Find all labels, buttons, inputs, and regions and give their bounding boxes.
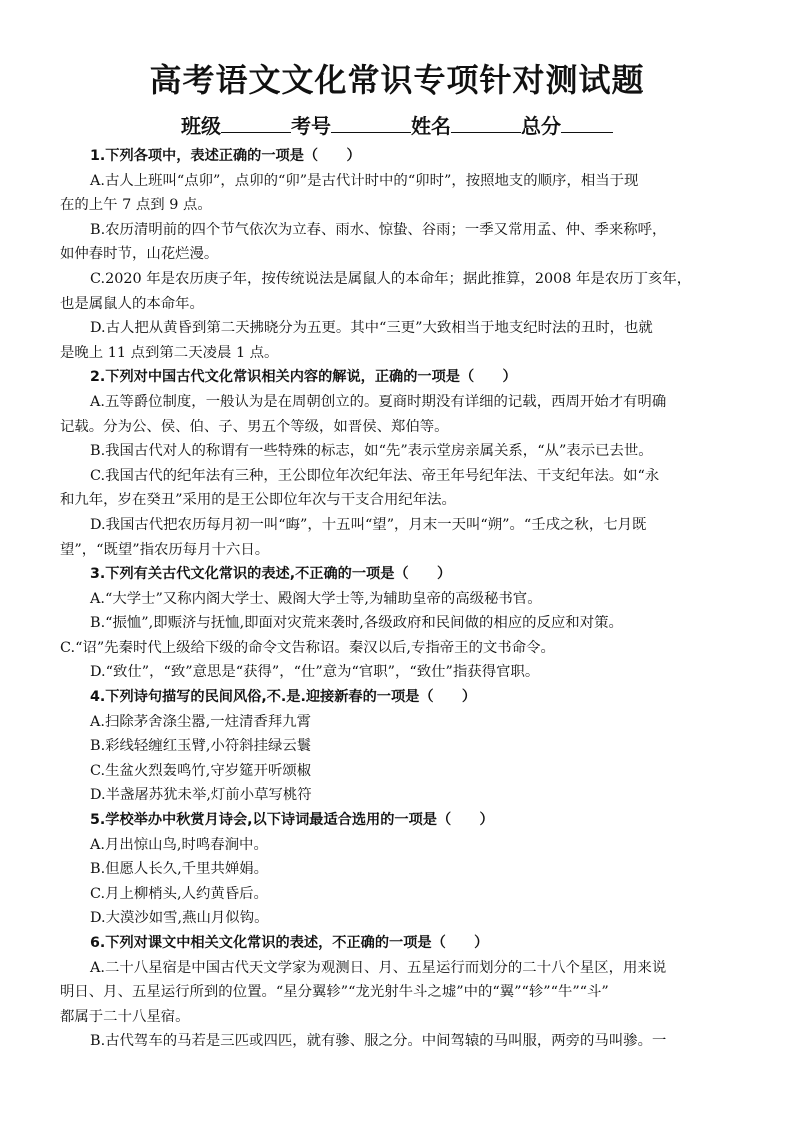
class-label: 班级 <box>181 114 221 138</box>
option-line: D.大漠沙如雪,燕山月似钩。 <box>90 910 269 927</box>
question-stem: 1.下列各项中，表述正确的一项是（ ） <box>90 148 361 164</box>
option-line: A.月出惊山鸟,时鸣春涧中。 <box>90 836 268 853</box>
option-line: C.我国古代的纪年法有三种，王公即位年次纪年法、帝王年号纪年法、干支纪年法。如“永 <box>90 467 660 484</box>
option-line: C.2020 年是农历庚子年，按传统说法是属鼠人的本命年；据此推算，2008 年是农历丁亥年， <box>90 270 692 287</box>
name-blank[interactable] <box>451 110 521 133</box>
option-line: B.我国古代对人的称谓有一些特殊的标志，如“先”表示堂房亲属关系，“从”表示已去世。 <box>90 443 653 460</box>
question-body <box>60 144 736 1054</box>
option-line: 在的上午 7 点到 9 点。 <box>60 197 212 214</box>
total-label: 总分 <box>521 114 561 138</box>
option-line: C.“诏”先秦时代上级给下级的命令文告称诏。秦汉以后,专指帝王的文书命令。 <box>60 639 555 656</box>
option-line: 也是属鼠人的本命年。 <box>60 295 204 312</box>
option-line: C.月上柳梢头,人约黄昏后。 <box>90 885 268 902</box>
option-line: 和九年，岁在癸丑”采用的是王公即位年次与干支合用纪年法。 <box>60 492 456 509</box>
question-stem: 5.学校举办中秋赏月诗会,以下诗词最适合选用的一项是（ ） <box>90 812 494 829</box>
option-line: 记载。分为公、侯、伯、子、男五个等级，如晋侯、郑伯等。 <box>60 418 449 435</box>
question-stem: 4.下列诗句描写的民间风俗,不.是.迎接新春的一项是（ ） <box>90 689 477 706</box>
exam-no-label: 考号 <box>291 114 331 138</box>
option-line: B.农历清明前的四个节气依次为立春、雨水、惊蛰、谷雨；一季又常用孟、仲、季来称呼， <box>90 221 667 238</box>
option-line: 是晚上 11 点到第二天凌晨 1 点。 <box>60 344 279 361</box>
question-stem: 6.下列对课文中相关文化常识的表述，不正确的一项是（ ） <box>90 935 489 951</box>
question-stem: 2.下列对中国古代文化常识相关内容的解说，正确的一项是（ ） <box>90 369 517 386</box>
exam-no-blank[interactable] <box>331 110 411 133</box>
option-line: 明日、月、五星运行所到的位置。“星分翼轸”“龙光射牛斗之墟”中的“翼”“轸”“牛”“斗” <box>60 984 609 1001</box>
option-line: B.古代驾车的马若是三匹或四匹，就有骖、服之分。中间驾辕的马叫服，两旁的马叫骖。一 <box>90 1033 667 1050</box>
page-title: 高考语文文化常识专项针对测试题 <box>149 61 645 99</box>
option-line: A.“大学士”又称内阁大学士、殿阁大学士等,为辅助皇帝的高级秘书官。 <box>90 590 542 607</box>
class-blank[interactable] <box>221 110 291 133</box>
option-line: A.扫除茅舍涤尘嚣,一炷清香拜九霄 <box>90 713 312 730</box>
option-line: B.彩线轻缠红玉臂,小符斜挂绿云鬟 <box>90 738 312 755</box>
option-line: A.五等爵位制度，一般认为是在周朝创立的。夏商时期没有详细的记载，西周开始才有明确 <box>90 393 667 410</box>
option-line: D.半盏屠苏犹未举,灯前小草写桃符 <box>90 787 312 804</box>
option-line: 都属于二十八星宿。 <box>60 1008 190 1025</box>
option-line: D.古人把从黄昏到第二天拂晓分为五更。其中“三更”大致相当于地支纪时法的丑时，也就 <box>90 320 653 337</box>
option-line: 望”，“既望”指农历每月十六日。 <box>60 541 270 558</box>
option-line: 如仲春时节，山花烂漫。 <box>60 246 219 263</box>
total-blank[interactable] <box>561 110 613 133</box>
option-line: A.二十八星宿是中国古代天文学家为观测日、月、五星运行而划分的二十八个星区，用来说 <box>90 959 667 976</box>
student-info-line <box>0 110 794 141</box>
option-line: C.生盆火烈轰鸣竹,守岁筵开听颂椒 <box>90 762 312 779</box>
option-line: B.但愿人长久,千里共婵娟。 <box>90 861 269 878</box>
option-line: A.古人上班叫“点卯”，点卯的“卯”是古代计时中的“卯时”，按照地支的顺序，相当于现 <box>90 172 639 189</box>
option-line: D.我国古代把农历每月初一叫“晦”，十五叫“望”，月末一天叫“朔”。“壬戌之秋，七月既 <box>90 516 647 533</box>
option-line: D.“致仕”，“致”意思是“获得”，“仕”意为“官职”，“致仕”指获得官职。 <box>90 664 540 681</box>
option-line: B.“振恤”,即赈济与抚恤,即面对灾荒来袭时,各级政府和民间做的相应的反应和对策。 <box>90 615 623 632</box>
question-stem: 3.下列有关古代文化常识的表述,不正确的一项是（ ） <box>90 566 452 583</box>
name-label: 姓名 <box>411 114 451 138</box>
